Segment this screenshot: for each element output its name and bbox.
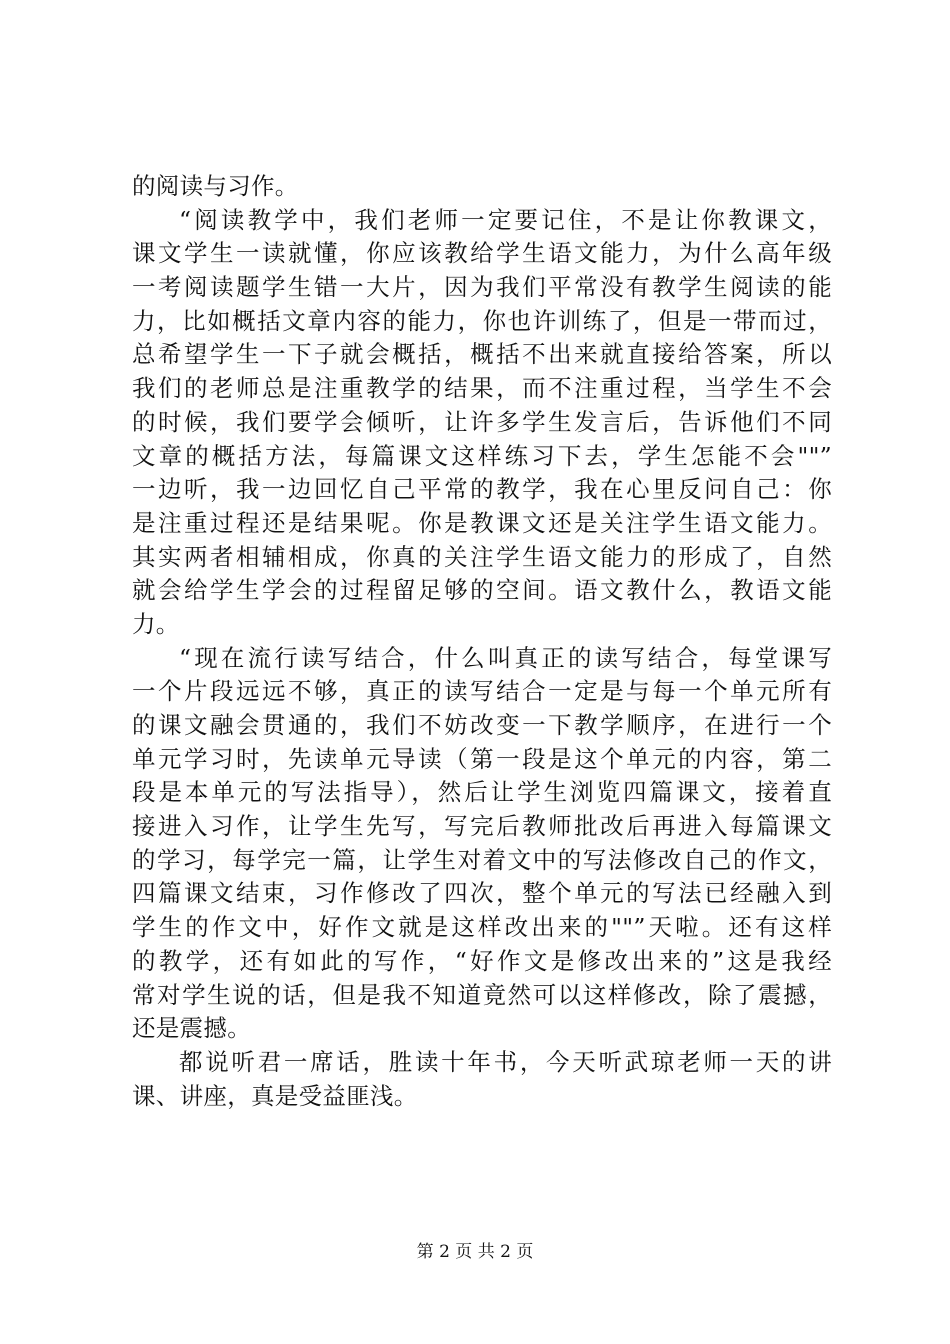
- text-line: 接进入习作，让学生先写，写完后教师批改后再进入每篇课文: [132, 812, 832, 841]
- text-line: 四篇课文结束，习作修改了四次，整个单元的写法已经融入到: [132, 879, 832, 908]
- page-footer: 第 2 页 共 2 页: [416, 1242, 534, 1262]
- text-line: 其实两者相辅相成，你真的关注学生语文能力的形成了，自然: [132, 542, 832, 571]
- text-line: 都说听君一席话，胜读十年书，今天听武琼老师一天的讲: [179, 1047, 832, 1076]
- text-line: 力，比如概括文章内容的能力，你也许训练了，但是一带而过，: [132, 306, 832, 335]
- text-line: 的教学，还有如此的写作，“好作文是修改出来的”这是我经: [132, 946, 832, 975]
- text-line: 的课文融会贯通的，我们不妨改变一下教学顺序，在进行一个: [132, 711, 832, 739]
- text-line: 学生的作文中，好作文就是这样改出来的""”天啦。还有这样: [132, 913, 832, 942]
- text-line: 是注重过程还是结果呢。你是教课文还是关注学生语文能力。: [132, 508, 832, 537]
- text-line: 的学习，每学完一篇，让学生对着文中的写法修改自己的作文，: [132, 845, 832, 874]
- text-line: 一边听，我一边回忆自己平常的教学，我在心里反问自己：你: [132, 475, 832, 504]
- text-line: 常对学生说的话，但是我不知道竟然可以这样修改，除了震撼，: [132, 980, 832, 1009]
- text-line: 段是本单元的写法指导），然后让学生浏览四篇课文，接着直: [132, 778, 832, 807]
- text-line: 课、讲座，真是受益匪浅。: [132, 1081, 418, 1110]
- body-text: [132, 170, 832, 1113]
- text-line: 我们的老师总是注重教学的结果，而不注重过程，当学生不会: [132, 374, 832, 403]
- text-line: 就会给学生学会的过程留足够的空间。语文教什么，教语文能: [132, 576, 832, 605]
- text-line: 一个片段远远不够，真正的读写结合一定是与每一个单元所有: [132, 677, 832, 706]
- text-line: 单元学习时，先读单元导读（第一段是这个单元的内容，第二: [132, 744, 832, 773]
- text-line: 还是震撼。: [132, 1014, 251, 1043]
- text-line: 的阅读与习作。: [132, 172, 299, 200]
- text-line: 总希望学生一下子就会概括，概括不出来就直接给答案，所以: [132, 340, 832, 369]
- text-line: 力。: [132, 609, 180, 638]
- text-line: 课文学生一读就懂，你应该教给学生语文能力，为什么高年级: [132, 239, 832, 268]
- text-line: “阅读教学中，我们老师一定要记住，不是让你教课文，: [179, 205, 832, 234]
- text-line: 一考阅读题学生错一大片，因为我们平常没有教学生阅读的能: [132, 273, 832, 302]
- text-line: 文章的概括方法，每篇课文这样练习下去，学生怎能不会""”: [132, 441, 832, 470]
- text-line: 的时候，我们要学会倾听，让许多学生发言后，告诉他们不同: [132, 407, 832, 436]
- text-line: “现在流行读写结合，什么叫真正的读写结合，每堂课写: [179, 643, 832, 672]
